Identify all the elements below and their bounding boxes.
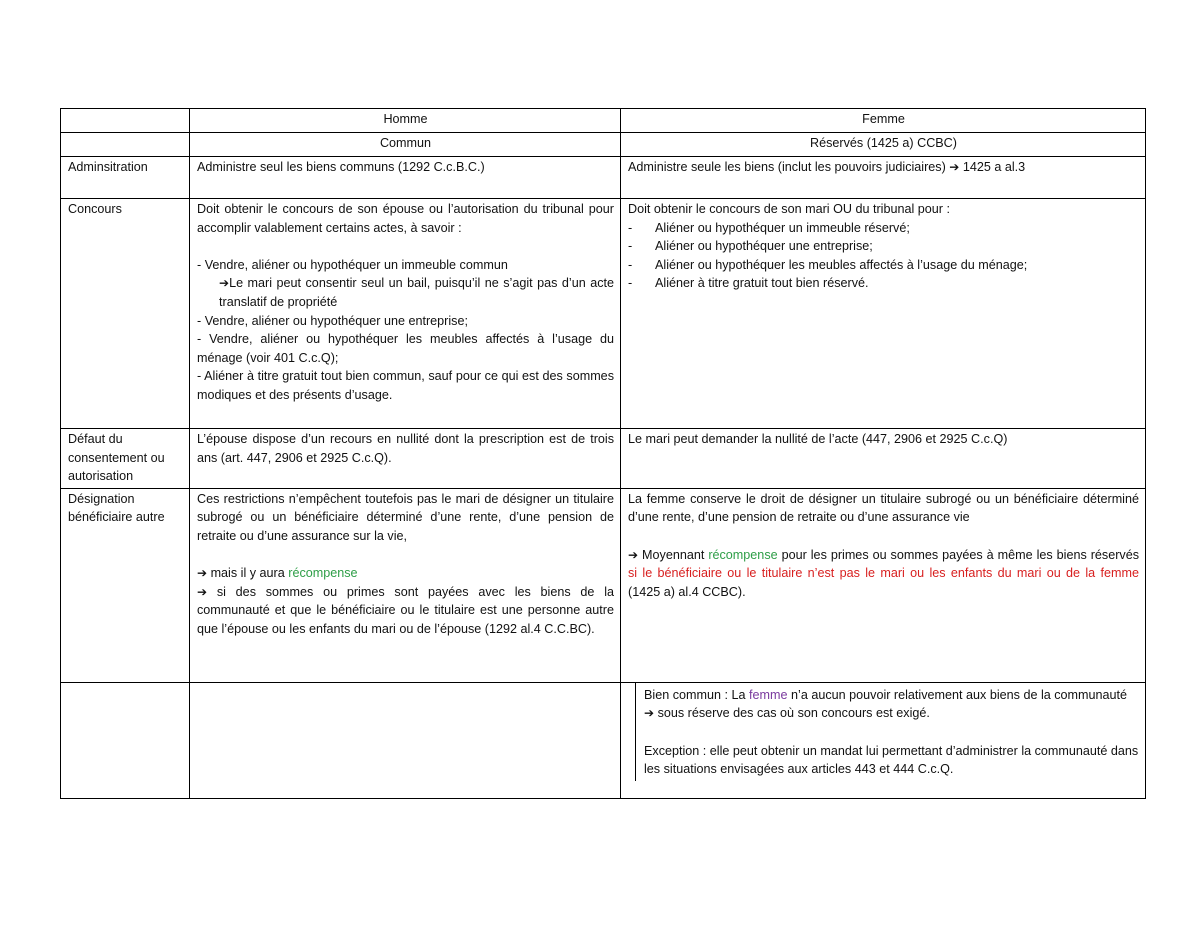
concours-homme xyxy=(190,199,621,429)
header-row-1 xyxy=(61,109,1146,133)
row-designation xyxy=(61,488,1146,682)
defaut-homme: L’épouse dispose d’un recours en nullité dont la prescription est de trois ans (art. 447, 2906 et 2925 C.c.Q). xyxy=(190,429,621,489)
header-reserves: Réservés (1425 a) CCBC) xyxy=(621,133,1146,157)
header-empty-cell-2 xyxy=(61,133,190,157)
concours-femme-intro: Doit obtenir le concours de son mari OU du tribunal pour : xyxy=(628,202,951,216)
recompense-term: récompense xyxy=(708,547,778,562)
list-item: - Aliéner ou hypothéquer une entreprise; xyxy=(628,237,1139,256)
femme-term: femme xyxy=(749,687,788,702)
concours-homme-note-text: Le mari peut consentir seul un bail, puisqu’il ne s’agit pas d’un acte translatif de propriété xyxy=(219,276,614,309)
last-empty-cell-1 xyxy=(61,682,190,798)
concours-homme-note xyxy=(197,274,614,311)
row-concours xyxy=(61,199,1146,429)
concours-homme-item-1: - Vendre, aliéner ou hypothéquer un immeuble commun xyxy=(197,257,508,272)
concours-homme-item-4: - Aliéner à titre gratuit tout bien commun, sauf pour ce qui est des sommes modiques et des présents d’usage. xyxy=(197,369,614,402)
list-item: - Aliéner à titre gratuit tout bien réservé. xyxy=(628,274,1139,293)
header-femme: Femme xyxy=(621,109,1146,133)
header-empty-cell xyxy=(61,109,190,133)
designation-homme-mais-text: mais il y aura xyxy=(210,566,285,581)
bien-commun-label: Bien commun : La xyxy=(644,687,746,702)
designation-homme-intro: Ces restrictions n’empêchent toutefois pas le mari de désigner un titulaire subrogé ou un bénéficiaire déterminé d’une rente, d’une pension de retraite ou d’une assurance sur la vie, xyxy=(197,491,614,543)
row-defaut xyxy=(61,429,1146,489)
concours-homme-intro: Doit obtenir le concours de son épouse ou l’autorisation du tribunal pour accomplir valablement certains actes, à savoir : xyxy=(197,202,614,235)
row-label-administration: Adminsitration xyxy=(61,157,190,199)
reserve-label: sous réserve des cas où son concours est exigé. xyxy=(657,706,930,721)
designation-homme-mais xyxy=(197,564,614,583)
bien-commun-rest: n’a aucun pouvoir relativement aux biens de la communauté xyxy=(791,687,1128,702)
concours-femme xyxy=(621,199,1146,429)
row-administration xyxy=(61,157,1146,199)
administration-femme xyxy=(621,157,1146,199)
recompense-term: récompense xyxy=(288,566,358,581)
last-empty-cell-2 xyxy=(190,682,621,798)
header-commun: Commun xyxy=(190,133,621,157)
designation-femme-ref: (1425 a) al.4 CCBC). xyxy=(628,584,746,599)
administration-femme-text: Administre seule les biens (inclut les pouvoirs judiciaires) xyxy=(628,160,946,174)
designation-femme-intro: La femme conserve le droit de désigner un titulaire subrogé ou un bénéficiaire déterminé d’une rente, d’une pension de retraite ou d’une assurance vie xyxy=(628,491,1139,525)
designation-femme-condition: si le bénéficiaire ou le titulaire n’est pas le mari ou les enfants du mari ou de la femme xyxy=(628,566,1139,581)
row-label-defaut: Défaut du consentement ou autorisation xyxy=(61,429,190,489)
concours-homme-item-3: - Vendre, aliéner ou hypothéquer les meubles affectés à l’usage du ménage (voir 401 C.c.Q); xyxy=(197,332,614,365)
exception-text: Exception : elle peut obtenir un mandat lui permettant d’administrer la communauté dans les situations envisagées aux articles 443 et 444 C.c.Q. xyxy=(644,743,1139,777)
arrow-right-icon: ➔ xyxy=(197,584,208,599)
row-label-concours: Concours xyxy=(61,199,190,429)
row-last xyxy=(61,682,1146,798)
designation-femme-primes: pour les primes ou sommes payées à même les biens réservés xyxy=(781,547,1140,562)
arrow-right-icon: ➔ xyxy=(197,566,208,581)
bien-commun-text xyxy=(644,686,1139,705)
concours-femme-list xyxy=(628,219,1139,293)
designation-femme-moyennant xyxy=(628,546,1139,602)
row-label-designation: Désignation bénéficiaire autre xyxy=(61,488,190,682)
arrow-right-icon: ➔ xyxy=(644,706,655,721)
designation-homme-si-text: si des sommes ou primes sont payées avec les biens de la communauté et que le bénéficiaire ou le titulaire est une personne autre que l’épouse ou les enfants du mari ou de l’épouse (1292 al.4 C.C.BC). xyxy=(197,584,614,636)
last-femme xyxy=(621,682,1146,798)
concours-homme-item-2: - Vendre, aliéner ou hypothéquer une entreprise; xyxy=(197,313,468,328)
arrow-right-icon: ➔ xyxy=(628,547,639,562)
header-row-2 xyxy=(61,133,1146,157)
defaut-femme: Le mari peut demander la nullité de l’acte (447, 2906 et 2925 C.c.Q) xyxy=(621,429,1146,489)
comparison-table xyxy=(60,108,1146,799)
arrow-right-icon: ➔ xyxy=(219,276,230,291)
designation-femme xyxy=(621,488,1146,682)
list-item: - Aliéner ou hypothéquer un immeuble réservé; xyxy=(628,219,1139,238)
designation-homme xyxy=(190,488,621,682)
bien-commun-note xyxy=(635,683,1139,781)
arrow-right-icon: ➔ xyxy=(949,160,960,174)
administration-homme: Administre seul les biens communs (1292 C.c.B.C.) xyxy=(190,157,621,199)
designation-femme-moyennant-text: Moyennant xyxy=(642,547,705,562)
reserve-text xyxy=(644,704,1139,723)
header-homme: Homme xyxy=(190,109,621,133)
designation-homme-si xyxy=(197,583,614,639)
administration-femme-ref: 1425 a al.3 xyxy=(962,160,1026,174)
list-item: - Aliéner ou hypothéquer les meubles affectés à l’usage du ménage; xyxy=(628,256,1139,275)
